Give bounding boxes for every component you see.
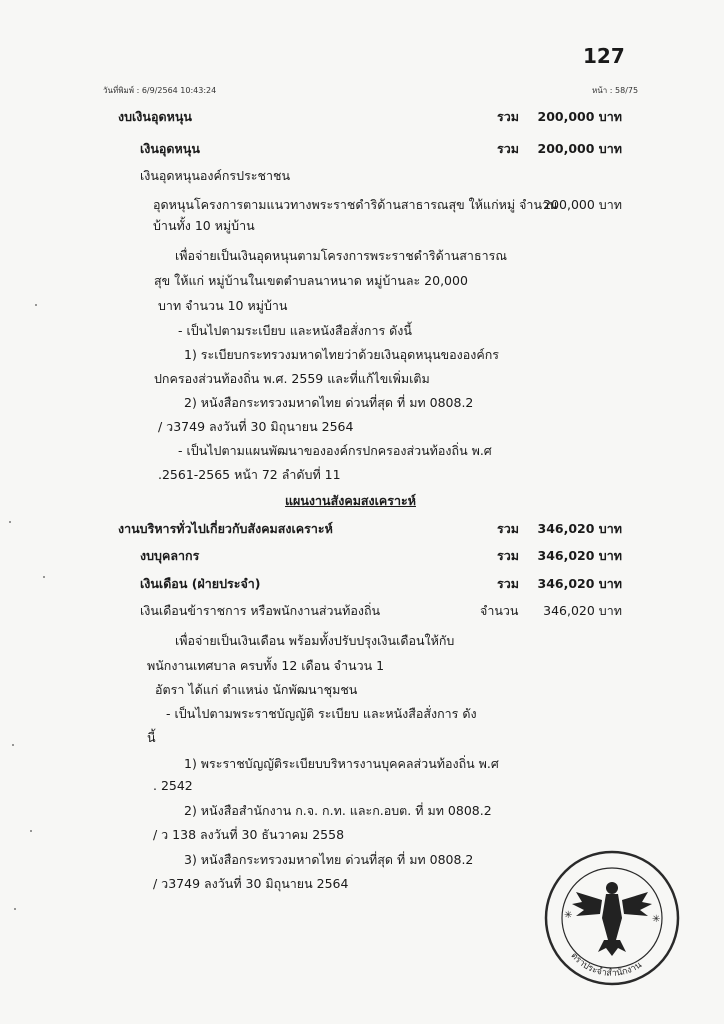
desc-line: 1) ระเบียบกระทรวงมหาดไทยว่าด้วยเงินอุดหนุนขององค์กร xyxy=(184,347,500,362)
desc-line: / ว3749 ลงวันที่ 30 มิถุนายน 2564 xyxy=(158,419,354,434)
desc2-line: พนักงานเทศบาล ครบทั้ง 12 เดือน จำนวน 1 xyxy=(147,658,385,673)
desc-line: ปกครองส่วนท้องถิ่น พ.ศ. 2559 และที่แก้ไขเพิ่มเติม xyxy=(154,371,430,386)
scan-speck xyxy=(43,576,45,578)
desc-line: 2) หนังสือกระทรวงมหาดไทย ด่วนที่สุด ที่ มท 0808.2 xyxy=(184,395,474,410)
desc-line: สุข ให้แก่ หมู่บ้านในเขตตำบลนาหนาด หมู่บ้านละ 20,000 xyxy=(154,273,468,288)
scan-speck xyxy=(30,830,32,832)
salary-item-label: เงินเดือนข้าราชการ หรือพนักงานส่วนท้องถิ่น xyxy=(140,603,381,618)
budget-label: งบเงินอุดหนุน xyxy=(118,109,192,124)
desc-line: - เป็นไปตามระเบียบ และหนังสือสั่งการ ดังนี้ xyxy=(178,323,412,338)
salary-item-amount: 346,020 บาท xyxy=(543,603,622,618)
personnel-label: งบบุคลากร xyxy=(140,548,200,563)
svg-text:✳: ✳ xyxy=(652,914,661,925)
salary-label: เงินเดือน (ฝ่ายประจำ) xyxy=(140,576,261,591)
desc-line: บาท จำนวน 10 หมู่บ้าน xyxy=(158,298,288,313)
desc-line: - เป็นไปตามแผนพัฒนาขององค์กรปกครองส่วนท้องถิ่น พ.ศ xyxy=(178,443,492,458)
svg-text:✳: ✳ xyxy=(564,910,573,921)
desc2-line: / ว3749 ลงวันที่ 30 มิถุนายน 2564 xyxy=(153,876,349,891)
work-amount: 346,020 บาท xyxy=(537,521,622,536)
section-title: แผนงานสังคมสงเคราะห์ xyxy=(285,493,416,508)
project-line-2: บ้านทั้ง 10 หมู่บ้าน xyxy=(153,218,255,233)
desc-line: .2561-2565 หน้า 72 ลำดับที่ 11 xyxy=(158,467,341,482)
scan-speck xyxy=(9,521,11,523)
personnel-total-word: รวม xyxy=(497,548,519,563)
desc2-line: 3) หนังสือกระทรวงมหาดไทย ด่วนที่สุด ที่ มท 0808.2 xyxy=(184,852,474,867)
project-amount: 200,000 บาท xyxy=(543,197,622,212)
official-seal-icon xyxy=(542,848,682,988)
desc2-line: . 2542 xyxy=(153,778,193,793)
page-number: 127 xyxy=(583,44,625,68)
scan-speck xyxy=(14,908,16,910)
page-of: หน้า : 58/75 xyxy=(592,86,639,95)
desc2-line: อัตรา ได้แก่ ตำแหน่ง นักพัฒนาชุมชน xyxy=(155,682,358,697)
salary-total-word: รวม xyxy=(497,576,519,591)
salary-amount: 346,020 บาท xyxy=(537,576,622,591)
project-line-1: อุดหนุนโครงการตามแนวทางพระราชดำริด้านสาธารณสุข ให้แก่หมู่ จำนวน xyxy=(153,197,558,212)
desc2-line: / ว 138 ลงวันที่ 30 ธันวาคม 2558 xyxy=(153,827,345,842)
work-label: งานบริหารทั่วไปเกี่ยวกับสังคมสงเคราะห์ xyxy=(118,521,333,536)
subsidy-total-word: รวม xyxy=(497,141,519,156)
scan-speck xyxy=(35,304,37,306)
org-subsidy-label: เงินอุดหนุนองค์กรประชาชน xyxy=(140,168,291,183)
print-date: วันที่พิมพ์ : 6/9/2564 10:43:24 xyxy=(103,86,217,95)
desc-line: เพื่อจ่ายเป็นเงินอุดหนุนตามโครงการพระราชดำริด้านสาธารณ xyxy=(175,248,507,263)
work-total-word: รวม xyxy=(497,521,519,536)
scan-speck xyxy=(12,744,14,746)
desc2-line: นี้ xyxy=(147,730,156,745)
desc2-line: 2) หนังสือสำนักงาน ก.จ. ก.ท. และก.อบต. ที่ มท 0808.2 xyxy=(184,803,492,818)
personnel-amount: 346,020 บาท xyxy=(537,548,622,563)
desc2-line: - เป็นไปตามพระราชบัญญัติ ระเบียบ และหนังสือสั่งการ ดัง xyxy=(166,706,477,721)
desc2-line: 1) พระราชบัญญัติระเบียบบริหารงานบุคคลส่วนท้องถิ่น พ.ศ xyxy=(184,756,499,771)
subsidy-amount: 200,000 บาท xyxy=(537,141,622,156)
salary-item-qty-word: จำนวน xyxy=(480,603,519,618)
subsidy-label: เงินอุดหนุน xyxy=(140,141,200,156)
desc2-line: เพื่อจ่ายเป็นเงินเดือน พร้อมทั้งปรับปรุงเงินเดือนให้กับ xyxy=(175,633,455,648)
budget-total-word: รวม xyxy=(497,109,519,124)
budget-amount: 200,000 บาท xyxy=(537,109,622,124)
seal-text: ตราประจำสำนักงาน xyxy=(568,951,644,979)
